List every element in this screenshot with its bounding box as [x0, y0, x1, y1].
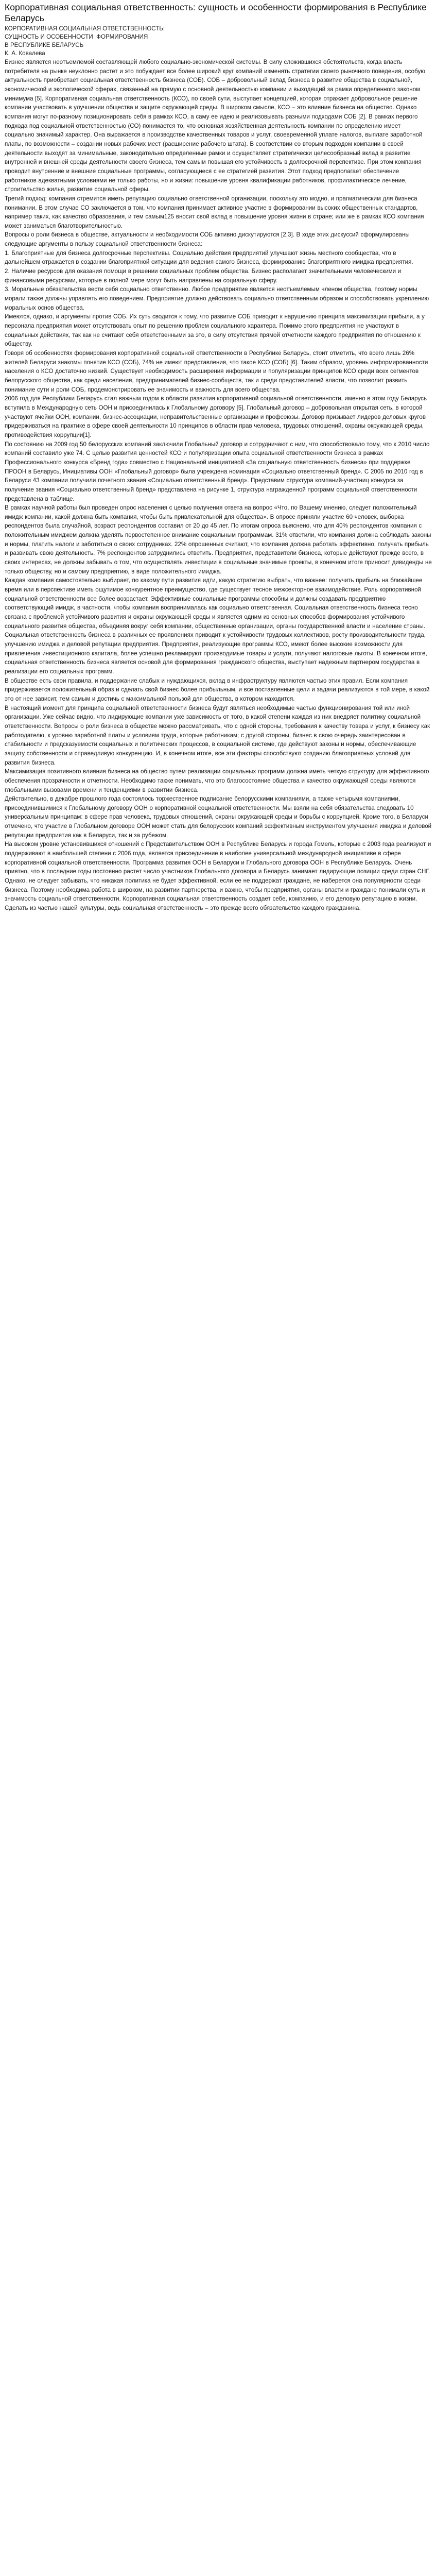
article-body: [5, 58, 432, 913]
body-paragraph: 2006 год для Республики Беларусь стал важным годом в области развития корпоративной социальной ответственности, именно в этом году Беларусь вступила в Международную сеть ООН и присоединилась к Глобальному договору [5]. Глобальный договор – добровольная открытая сеть, в которой участвуют ячейки ООН, компании, бизнес-ассоциации, неправительственные организации и профсоюзы. Договор призывает лидеров деловых кругов придерживаться на практике в сфере своей деятельности 10 принципов в области прав человека, трудовых отношений, охраны окружающей среды, противодействия коррупции[1].: [5, 395, 427, 438]
article-title: Корпоративная социальная ответственность: сущность и особенности формирования в Республике Беларусь: [5, 2, 427, 23]
body-paragraph: Вопросы о роли бизнеса в обществе, актуальности и необходимости СОБ активно дискутируются [2,3]. В ходе этих дискуссий сформулированы следующие аргументы в пользу социальной ответственности бизнеса:: [5, 231, 410, 248]
body-paragraph: 3. Моральные обязательства вести себя социально ответственно. Любое предприятие является неотъемлемым членом общества, поэтому нормы морали также должны управлять его поведением. Предприятие должно действовать социально ответственным образом и способствовать укреплению моральных основ общества.: [5, 286, 429, 311]
header-line: СУЩНОСТЬ И ОСОБЕННОСТИ ФОРМИРОВАНИЯ: [5, 33, 148, 40]
body-paragraph: В рамках научной работы был проведен опрос населения с целью получения ответа на вопрос «Что, по Вашему мнению, следует положительный имидж компании, какой должна быть компания, чтобы быть привлекательной для общества». В опросе приняли участие 60 человек, выборка респондентов была случайной, возраст респондентов составил от 20 до 45 лет. По итогам опроса выяснено, что для 40% респондентов компания с положительным имиджем должна уделять первостепенное внимание социальным программам. 31% ответили, что компания должна соблюдать законы и нормы, платить налоги и заботиться о своих сотрудниках. 22% опрошенных считают, что компания должна работать эффективно, получать прибыль и развивать свою деятельность. 7% респондентов затруднились ответить. Предприятия, представители бизнеса, которые действуют прежде всего, в своих интересах, не должны забывать о том, что осуществлять инвестиции в социальные значимые проекты, в конечном итоге приносит дивиденды не только обществу, но и самому предприятию, в виде положительного имиджа.: [5, 504, 432, 575]
body-paragraph: Социальная ответственность бизнеса в различных ее проявлениях приводит к устойчивости трудовых коллективов, росту производительности труда, улучшению имиджа и деловой репутации предприятия. Предприятия, реализующие программы КСО, имеют более высокие возможности для привлечения инвестиционного капитала, более успешно рекламируют производимые товары и услуги, получают налоговые льготы. В конечном итоге, социальная ответственность бизнеса является основой для формирования гражданского общества, выступает надежным партнером государства в реализации его социальных программ.: [5, 632, 427, 675]
body-paragraph: Каждая компания самостоятельно выбирает, по какому пути развития идти, какую стратегию выбрать, что важнее: получить прибыль на ближайшее время или в перспективе иметь ощутимое конкурентное преимущество, где существует тесное межсекторное взаимодействие. Роль корпоративной социальной ответственности все более возрастает. Эффективные социальные программы способны и должны создавать предприятию соответствующий имидж, в частности, чтобы компания воспринималась как социально ответственная. Социальная ответственность бизнеса тесно связана с проблемой устойчивого развития и охраны окружающей среды и является одним из основных способов формирования устойчивого социального развития общества, объединяя вокруг себя компании, общественные организации, органы государственной власти и население страны.: [5, 577, 426, 630]
body-paragraph: На высоком уровне установившихся отношений с Представительством ООН в Республике Беларусь и города Гомель, которые с 2003 года реализуют и поддерживают в наибольшей степени с 2006 года, является присоединение в наиболее универсальной международной инициативе в сфере корпоративной социальной ответственности. Программа развития ООН в Беларуси и Глобального договора ООН в Республике Беларусь. Очень приятно, что в последние годы постоянно растет число участников Глобального договора и Беларусь занимает лидирующие позиции среди стран СНГ. Однако, не следует забывать, что никакая политика не будет эффективной, если ее не поддержат граждане, не наберется она популярности среди бизнеса. Поэтому необходима работа в широком, на развитии партнерства, и важно, чтобы предприятия, органы власти и граждане понимали суть и значимость социальной ответственности. Корпоративная социальная ответственность создает себе, компанию, и его деловую репутацию в жизни. Сделать из частью нашей культуры, ведь социальная ответственность – это прежде всего обязательство каждого гражданина.: [5, 841, 431, 912]
body-paragraph: В обществе есть свои правила, и поддержание слабых и нуждающихся, вклад в инфраструктуру являются частью этих правил. Если компания придерживается положительный образ и сделать свой бизнес более прибыльным, и все поставленные цели и задачи реализуются в той мере, в какой это от нее зависит, тем самым и достичь с максимальной пользой для общества, в котором находится.: [5, 677, 430, 702]
author-name: К. А. Ковалева: [5, 50, 45, 57]
header-line: В РЕСПУБЛИКЕ БЕЛАРУСЬ: [5, 42, 84, 48]
body-paragraph: 2. Наличие ресурсов для оказания помощи в решении социальных проблем общества. Бизнес располагает значительными человеческими и финансовыми ресурсами, которые в полной мере могут быть направлены на социальную сферу.: [5, 268, 402, 284]
body-paragraph: Бизнес является неотъемлемой составляющей любого социально-экономической системы. В силу сложившихся обстоятельств, когда власть потребителя на рынке неуклонно растет и это побуждает все более широкий круг компаний изменять стратегии своего рыночного поведения, особую актуальность приобретает социальная ответственность бизнеса (СОБ). СОБ – добровольный вклад бизнеса в развитие общества в социальной, экономической и экологической сферах, связанный на прямую с основной деятельностью компании и выходящий за рамки определенного законом минимума [5]. Корпоративная социальная ответственность (КСО), по своей сути, выступает концепцией, которая отражает добровольное решение компании участвовать в улучшении общества и защите окружающей среды. В широком смысле, КСО – это влияние бизнеса на общество. Однако компания могут по-разному позиционировать себя в рамках КСО, а саму ее идею и реализовывать разными подходами СОБ [2]. В рамках первого подхода под социальной ответственностью (СО) понимается то, что основная хозяйственная деятельность компании по определению имеет социально значимый характер. Она выражается в производстве качественных товаров и услуг, своевременной уплате налогов, выплате заработной платы, по возможности – создании новых рабочих мест (расширение рабочего штата). В соответствии со вторым подходом компании в своей деятельности выходят за минимальные, законодательно определенные рамки и осуществляет стратегически целесообразный вклад в развитие внутренней и внешней среды деятельности своего бизнеса, тем самым повышая его устойчивость в долгосрочной перспективе. При этом компания проводит внутренние и внешние социальные программы, согласующиеся с ее стратегией развития. Этот подход предполагает обеспечение работников адекватными условиями не только работы, но и жизни: повышение уровня квалификации работников, профилактическое лечение, строительство жилья, развитие социальной сферы.: [5, 59, 425, 193]
article-page: [0, 0, 436, 918]
body-paragraph: В настоящий момент для принципа социальной ответственности бизнеса будут являться необходимые частью функционирования той или иной организации. Уже сейчас видно, что лидирующие компании уже зависимость от того, в какой степени каждая из них внедряет политику социальной ответственности. Вопросы о роли бизнеса в обществе можно рассматривать, что с одной стороны, требования к качеству товара и услуг, к бизнесу как работодателю, к уровню заработной платы и условиям труда, которые работникам; с другой стороны, бизнес в свою очередь заинтересован в стабильности и предсказуемости социальных и политических процессов, в социальной системе, где действуют законы и нормы, обеспечивающие защиту собственности и справедливую конкуренцию. И, в конечном итоге, все эти факторы способствуют созданию благоприятных условий для развития бизнеса.: [5, 704, 430, 766]
body-paragraph: 1. Благоприятные для бизнеса долгосрочные перспективы. Социально действия предприятий улучшают жизнь местного сообщества, что в дальнейшем отражается в создании благоприятной ситуации для ведения самого бизнеса, формированию благоприятного имиджа предприятия.: [5, 249, 413, 266]
article-header: [5, 25, 432, 58]
body-paragraph: Имеются, однако, и аргументы против СОБ. Их суть сводится к тому, что развитие СОБ приводит к нарушению принципа максимизации прибыли, а у персонала предприятия может отсутствовать опыт по решению проблем социального характера. Помимо этого предприятия не участвуют в социальных действиях, так как не считают себя ответственными за это, в силу отсутствия прямой отчетности каждого предприятия по отношению к обществу.: [5, 313, 425, 348]
body-paragraph: По состоянию на 2009 год 50 белорусских компаний заключили Глобальный договор и сотрудничают с ним, что способствовало тому, что к 2010 число компаний составило уже 74. С целью развития ценностей КСО и популяризации опыта социальной ответственности бизнеса в рамках Профессионального конкурса «Бренд года» совместно с Национальной инициативой «За социальную ответственность бизнеса» при поддержке ПРООН в Беларусь, Инициативы ООН «Глобальный договор» была учреждена номинация «Социально ответственный бренд». С 2005 по 2010 год в Беларуси 43 компании получили почетного звания «Социально ответственный бренд». Представим структура компаний-участниц конкурса за получение звания «Социально ответственный бренд» представлена на рисунке 1, структура награжденной программ социальной ответственности представлена в таблице.: [5, 440, 430, 502]
body-paragraph: Говоря об особенностях формирования корпоративной социальной ответственности в Республике Беларусь, стоит отметить, что всего лишь 26% жителей Беларуси знакомы понятие КСО (СОБ), 74% не имеют представления, что такое КСО (СОБ) [6]. Таким образом, уровень информированности населения о КСО достаточно низкий. Существует необходимость расширения информации и популяризации принципов КСО среди всех сегментов белорусского общества, как среди населения, предпринимателей бизнес-сообществ, так и среди представителей власти, что позволит развить понимание сути и роли СОБ, продемонстрировать ее значимость и важность для всего общества.: [5, 350, 428, 393]
body-paragraph: Максимизация позитивного влияния бизнеса на общество путем реализации социальных программ должна иметь четкую структуру для эффективного обеспечения прозрачности и отчетности. Необходимо также понимать, что это благосостояние общества и качество окружающей среды являются глобальными вызовами времени и тенденциями в развитии бизнеса.: [5, 768, 429, 793]
body-paragraph: Действительно, в декабре прошлого года состоялось торжественное подписание белорусскими компаниями, а также четырьмя компаниями, присоединившимися к Глобальному договору ООН о корпоративной социальной ответственности. Мы взяли на себя обязательства следовать 10 универсальным принципам: в сфере прав человека, трудовых отношений, охраны окружающей среды и борьбы с коррупцией. Кроме того, в Беларуси отмечено, что участие в Глобальном договоре ООН может стать для белорусских компаний эффективным инструментом улучшения имиджа и деловой репутации предприятия как в Беларуси, так и за рубежом.: [5, 795, 432, 839]
body-paragraph: Третий подход: компания стремится иметь репутацию социально ответственной организации, поскольку это модно, и прагматическим для бизнеса понимании. В этом случае СО заключается в том, что компания принимает активное участие в формировании высоких общественных стандартов, например таких, как качество образования, и тем самым125 вносит свой вклад в повышение уровня жизни в стране; или же в рамках КСО компания может заниматься благотворительностью.: [5, 195, 424, 229]
header-line: КОРПОРАТИВНАЯ СОЦИАЛЬНАЯ ОТВЕТСТВЕННОСТЬ:: [5, 25, 165, 32]
